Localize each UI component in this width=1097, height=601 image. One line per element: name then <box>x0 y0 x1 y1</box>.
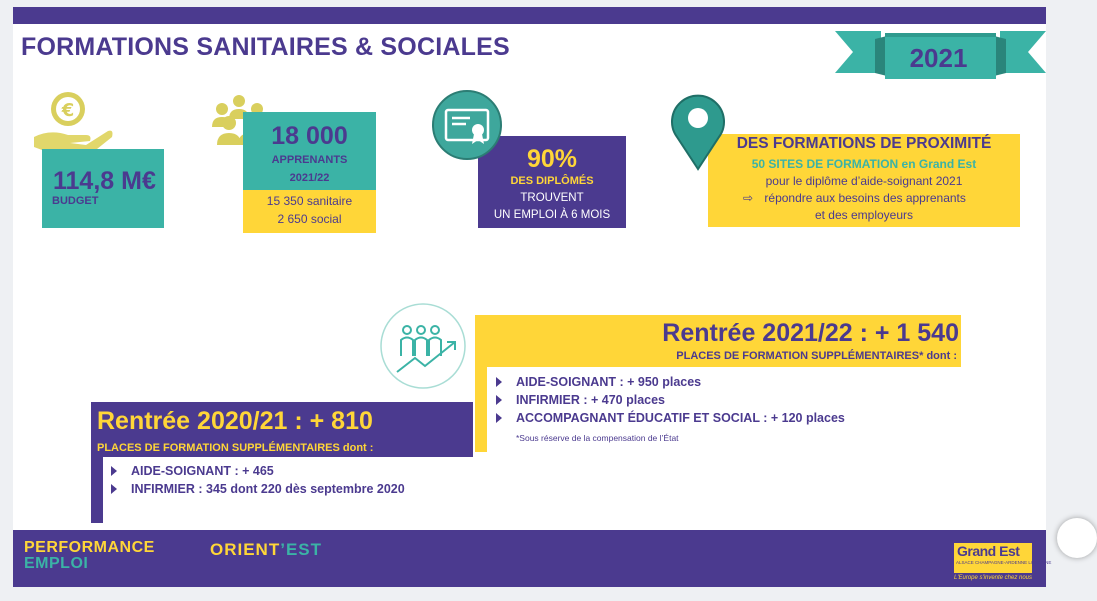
orient-est-logo: ORIENT’EST <box>210 540 323 559</box>
grand-est-logo-sub: ALSACE CHAMPAGNE-ARDENNE LORRAINE <box>956 560 1052 565</box>
bullet-triangle-icon <box>496 377 502 387</box>
list-item: AIDE-SOIGNANT : + 950 places <box>496 373 845 391</box>
year-label: 2021 <box>909 43 968 73</box>
footer-bar <box>13 530 1052 587</box>
bullet-triangle-icon <box>111 466 117 476</box>
apprenants-year: 2021/22 <box>289 172 330 184</box>
rentree2021-note: *Sous réserve de la compensation de l’État <box>516 433 679 443</box>
rentree2020-list <box>111 462 405 498</box>
proximite-line3: répondre aux besoins des apprenants <box>764 191 966 205</box>
grand-est-tagline: L'Europe s'invente chez nous <box>954 575 1033 581</box>
apprenants-social: 2 650 social <box>277 212 342 226</box>
page-title: FORMATIONS SANITAIRES & SOCIALES <box>21 33 510 61</box>
proximite-sites: 50 SITES DE FORMATION en Grand Est <box>751 157 977 171</box>
diplomes-line3: UN EMPLOI À 6 MOIS <box>493 209 611 221</box>
diplomes-line1: DES DIPLÔMÉS <box>510 175 594 187</box>
scroll-button[interactable] <box>1057 518 1097 558</box>
list-item: AIDE-SOIGNANT : + 465 <box>111 462 405 480</box>
proximite-line4: et des employeurs <box>814 208 914 222</box>
top-bar <box>13 7 1046 24</box>
list-item: INFIRMIER : 345 dont 220 dès septembre 2020 <box>111 480 405 498</box>
proximite-line2: pour le diplôme d’aide-soignant 2021 <box>765 174 963 188</box>
svg-text:€: € <box>61 100 75 121</box>
diplomes-line2: TROUVENT <box>520 192 584 204</box>
rentree2020-sub: PLACES DE FORMATION SUPPLÉMENTAIRES dont : <box>97 442 374 454</box>
arrow-right-icon: ⇨ <box>743 191 754 205</box>
rentree2021-heading: Rentrée 2021/22 : + 1 540 <box>662 319 959 347</box>
bullet-triangle-icon <box>496 395 502 405</box>
rentree2020-side-bar <box>91 455 103 523</box>
bullet-triangle-icon <box>111 484 117 494</box>
bullet-triangle-icon <box>496 413 502 423</box>
euro-hand-icon <box>30 87 114 157</box>
grand-est-logo-text: Grand Est <box>957 543 1020 559</box>
proximite-title: DES FORMATIONS DE PROXIMITÉ <box>736 135 992 152</box>
apprenants-sanitaire: 15 350 sanitaire <box>266 194 353 208</box>
performance-emploi-logo: PERFORMANCE EMPLOI <box>24 539 155 572</box>
slide <box>13 7 1052 587</box>
budget-label: BUDGET <box>52 195 99 207</box>
budget-value: 114,8 M€ <box>53 167 156 195</box>
rentree2020-heading: Rentrée 2020/21 : + 810 <box>97 407 373 435</box>
list-item: ACCOMPAGNANT ÉDUCATIF ET SOCIAL : + 120 places <box>496 409 845 427</box>
apprenants-label: APPRENANTS <box>271 154 348 166</box>
rentree2021-list <box>496 373 845 427</box>
rentree2021-side-bar <box>475 364 487 452</box>
diplomes-value: 90% <box>526 145 578 173</box>
rentree2021-sub: PLACES DE FORMATION SUPPLÉMENTAIRES* dont : <box>676 350 957 362</box>
proximite-line3-row <box>743 191 966 205</box>
apprenants-value: 18 000 <box>271 122 348 150</box>
list-item: INFIRMIER : + 470 places <box>496 391 845 409</box>
growth-people-icon <box>371 302 473 388</box>
